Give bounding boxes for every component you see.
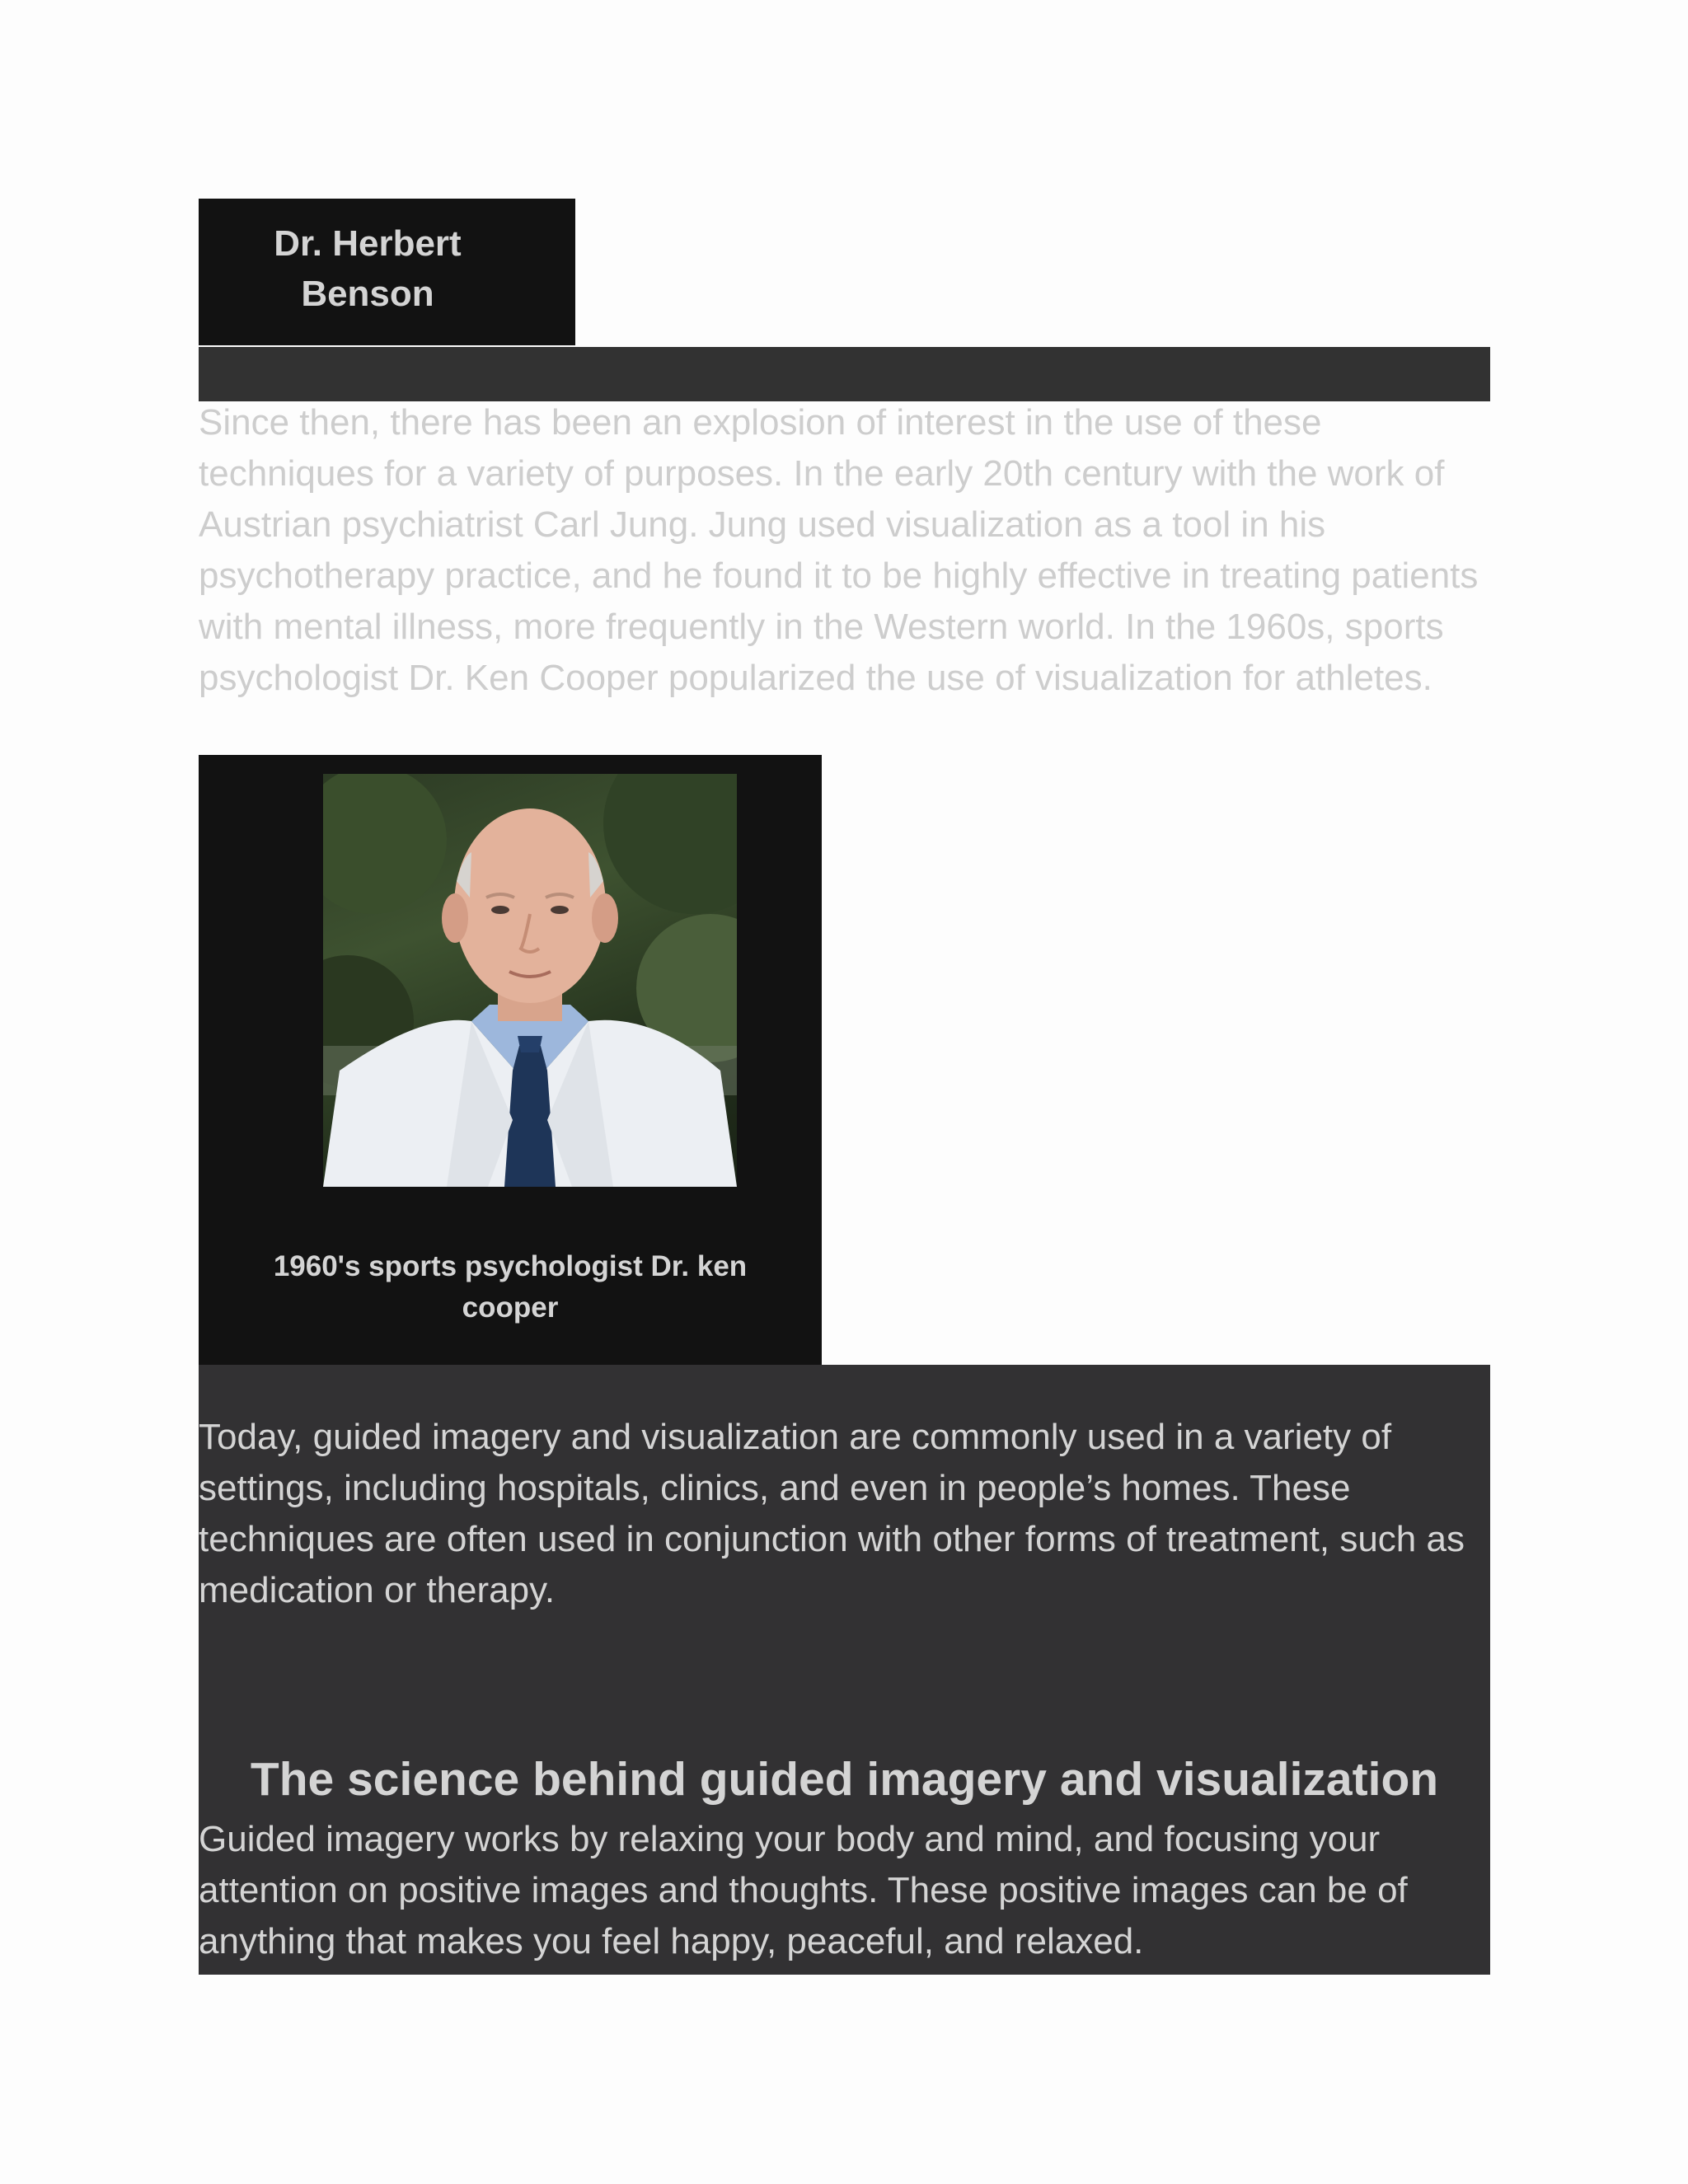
divider-bar [199,347,1490,401]
today-paragraph: Today, guided imagery and visualization are commonly used in a variety of settings, including hospitals, clinics, and even in people’s homes. These techniques are often used in conjunction with other forms of treatment, such as medication or therapy. [199,1417,1465,1610]
photo-card [199,755,822,1365]
name-title: Dr. Herbert Benson [274,223,462,314]
photo-caption: 1960's sports psychologist Dr. ken cooper [273,1250,748,1324]
portrait-illustration [323,774,737,1187]
science-paragraph: Guided imagery works by relaxing your body and mind, and focusing your attention on positive images and thoughts. These positive images can be of anything that makes you feel happy, peaceful, and relaxed. [199,1819,1408,1961]
science-heading: The science behind guided imagery and visualization [250,1753,1439,1806]
name-title-box [199,199,575,345]
intro-paragraph: Since then, there has been an explosion of interest in the use of these techniques for a variety of purposes. In the early 20th century with the work of Austrian psychiatrist Carl Jung. Jung used visualization as a tool in his psychotherapy practice, and he found it to be highly effective in treating patients with mental illness, more frequently in the Western world. In the 1960s, sports psychologist Dr. Ken Cooper popularized the use of visualization for athletes. [199,402,1479,698]
portrait-photo [323,774,737,1187]
